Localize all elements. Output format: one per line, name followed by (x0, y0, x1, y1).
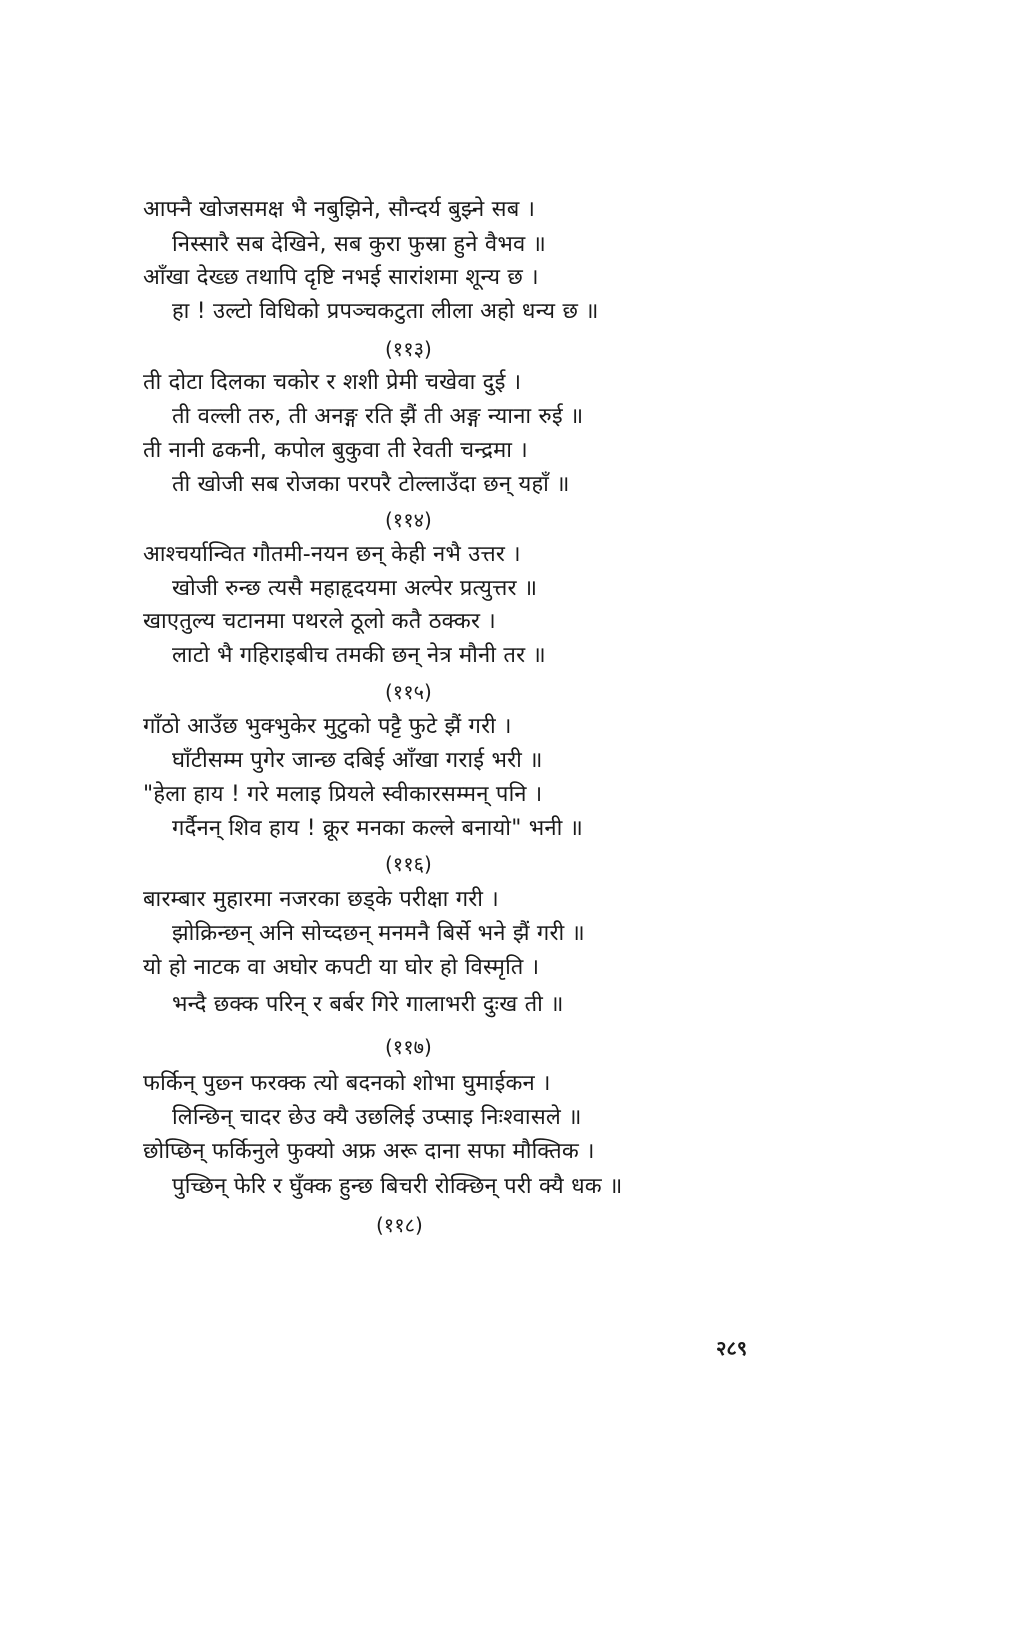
verse-line: आफ्नै खोजसमक्ष भै नबुझिने, सौन्दर्य बुझ्ने सब । (143, 197, 536, 222)
verse-line: बारम्बार मुहारमा नजरका छड्के परीक्षा गरी । (143, 887, 499, 912)
verse-line: खाएतुल्य चटानमा पथरले ठूलो कतै ठक्कर । (143, 609, 496, 634)
verse-line: फर्किन् पुछ्न फरक्क त्यो बदनको शोभा घुमाईकन । (143, 1071, 551, 1096)
verse-line: झोक्रिन्छन् अनि सोच्दछन् मनमनै बिर्से भने झैं गरी ॥ (172, 921, 585, 946)
verse-line: ती खोजी सब रोजका परपरै टोल्लाउँदा छन् यहाँ ॥ (172, 472, 570, 497)
verse-line: लिन्छिन् चादर छेउ क्यै उछलिई उप्साइ निःश्वासले ॥ (172, 1105, 582, 1130)
verse-line: ती वल्ली तरु, ती अनङ्ग रति झैं ती अङ्ग न्याना रुई ॥ (172, 404, 584, 429)
verse-line: निस्सारै सब देखिने, सब कुरा फुस्रा हुने वैभव ॥ (172, 232, 546, 257)
verse-line: आश्चर्यान्वित गौतमी-नयन छन् केही नभै उत्तर । (143, 542, 521, 567)
verse-line: ती नानी ढकनी, कपोल बुकुवा ती रेवती चन्द्रमा । (143, 438, 528, 463)
verse-line: गाँठो आउँछ भुक्भुकेर मुटुको पट्टै फुटे झैं गरी । (143, 714, 512, 739)
verse-line: यो हो नाटक वा अघोर कपटी या घोर हो विस्मृति । (143, 955, 540, 980)
verse-number: (११४) (385, 508, 432, 532)
verse-line: लाटो भै गहिराइबीच तमकी छन् नेत्र मौनी तर ॥ (172, 643, 546, 668)
verse-line: पुच्छिन् फेरि र घुँक्क हुन्छ बिचरी रोक्छिन् परी क्यै धक ॥ (172, 1174, 623, 1199)
verse-number: (११३) (385, 337, 432, 361)
verse-line: आँखा देख्छ तथापि दृष्टि नभई सारांशमा शून्य छ । (143, 265, 539, 290)
verse-line: हा ! उल्टो विधिको प्रपञ्चकटुता लीला अहो धन्य छ ॥ (172, 299, 599, 324)
page-number: २८९ (716, 1336, 748, 1360)
verse-line: गर्दैनन् शिव हाय ! क्रूर मनका कल्ले बनायो" भनी ॥ (172, 816, 584, 841)
verse-number: (११५) (385, 680, 432, 704)
verse-line: घाँटीसम्म पुगेर जान्छ दबिई आँखा गराई भरी ॥ (172, 748, 543, 773)
verse-line: खोजी रुन्छ त्यसै महाहृदयमा अल्पेर प्रत्युत्तर ॥ (172, 576, 538, 601)
verse-line: छोप्छिन् फर्किनुले फुक्यो अफ्र अरू दाना सफा मौक्तिक । (143, 1139, 595, 1164)
verse-line: भन्दै छक्क परिन् र बर्बर गिरे गालाभरी दुःख ती ॥ (172, 992, 564, 1017)
verse-line: "हेला हाय ! गरे मलाइ प्रियले स्वीकारसम्मन् पनि । (143, 782, 543, 807)
verse-number: (११८) (376, 1213, 423, 1237)
verse-line: ती दोटा दिलका चकोर र शशी प्रेमी चखेवा दुई । (143, 370, 522, 395)
verse-number: (११६) (385, 852, 432, 876)
verse-number: (११७) (385, 1035, 432, 1059)
